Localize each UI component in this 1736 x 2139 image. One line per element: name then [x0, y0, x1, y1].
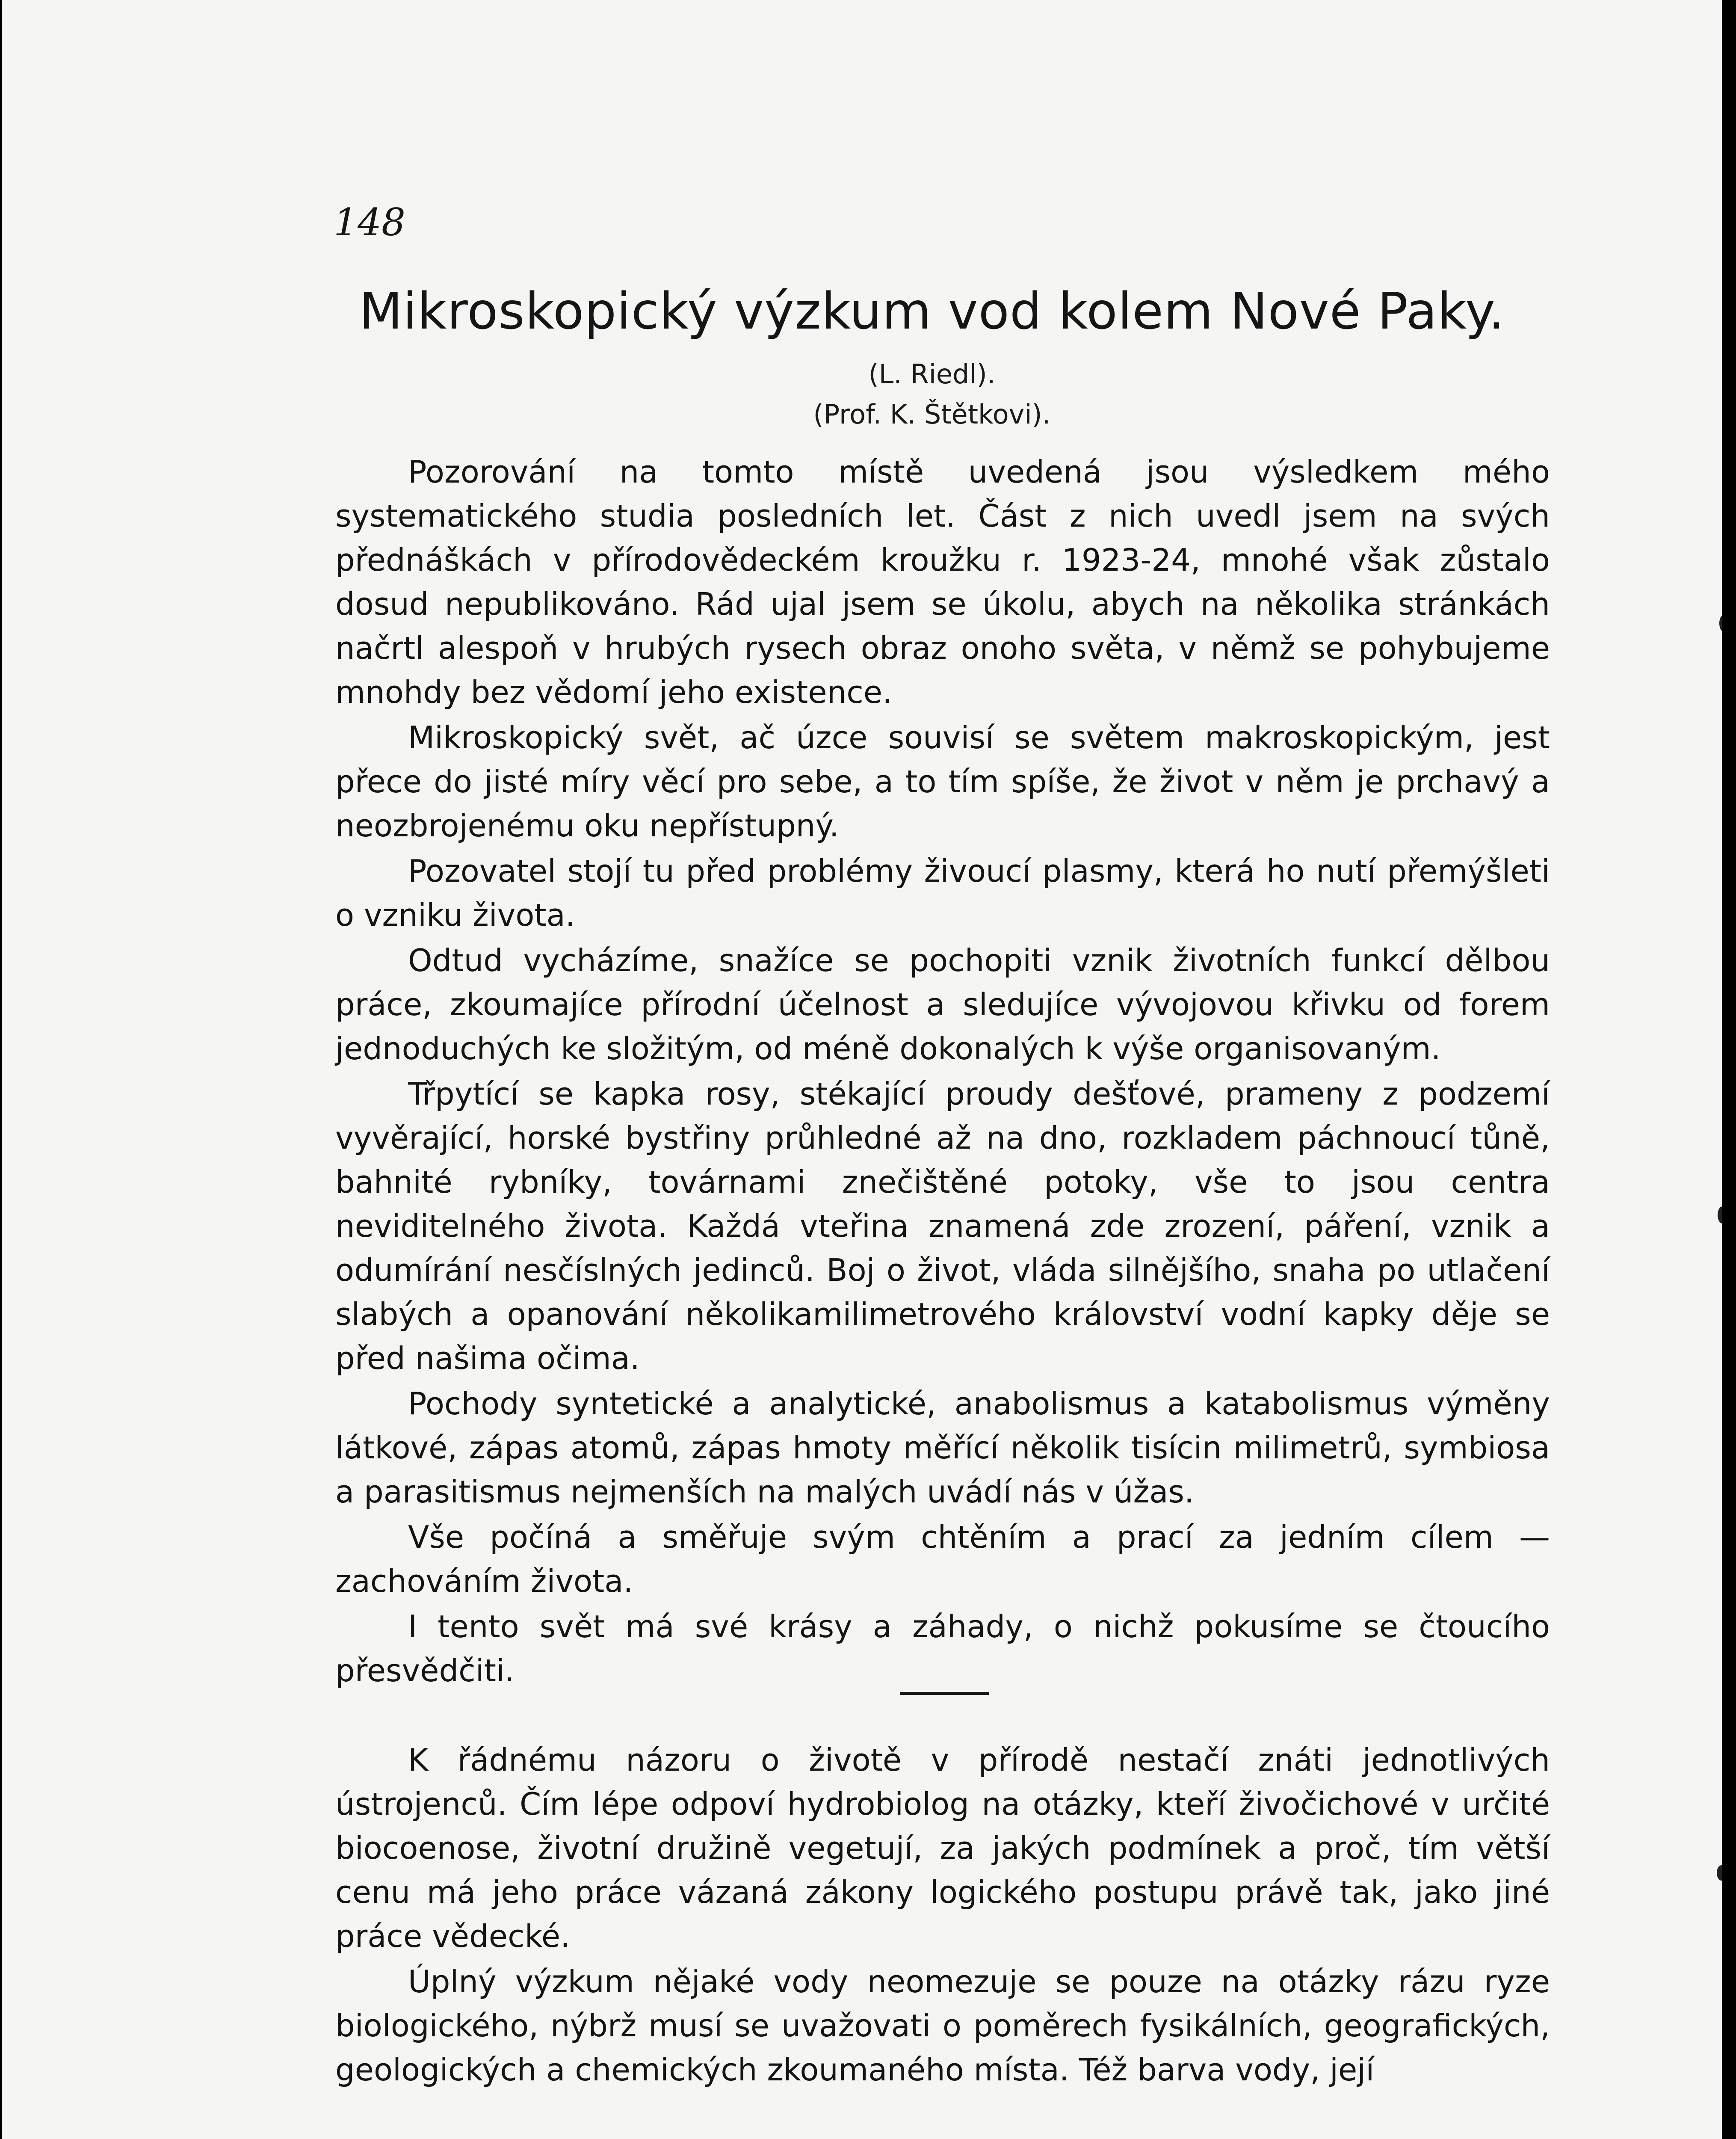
paragraph: Odtud vycházíme, snažíce se pochopiti vznik životních funkcí dělbou práce, zkoumajíce přírodní účelnost a sledujíce vývojovou křivku od forem jednoduchých ke složitým, od méně dokonalých k výše organisovaným. [335, 942, 1550, 1067]
paragraph: Pochody syntetické a analytické, anabolismus a katabolismus výměny látkové, zápas atomů, zápas hmoty měřící několik tisícin milimetrů, symbiosa a parasitismus nejmenších na malých uvádí nás v úžas. [335, 1386, 1550, 1510]
paragraph: Pozorování na tomto místě uvedená jsou výsledkem mého systematického studia posledních let. Část z nich uvedl jsem na svých přednáškách v přírodovědeckém kroužku r. 1923-24, mnohé však zůstalo dosud nepublikováno. Rád ujal jsem se úkolu, abych na několika stránkách načrtl alespoň v hrubých rysech obraz onoho světa, v němž se pohybujeme mnohdy bez vědomí jeho existence. [335, 454, 1550, 710]
paragraph: Mikroskopický svět, ač úzce souvisí se světem makroskopickým, jest přece do jisté míry věcí pro sebe, a to tím spíše, že život v něm je prchavý a neozbrojenému oku nepřístupný. [335, 720, 1550, 844]
paragraph: Pozovatel stojí tu před problémy živoucí plasmy, která ho nutí přemýšleti o vzniku života. [335, 853, 1550, 933]
scanned-page [2, 0, 1722, 2139]
scan-speck [1717, 1865, 1722, 1881]
page-number: 148 [334, 200, 405, 244]
scan-speck [1718, 1206, 1722, 1224]
article-body [335, 450, 1550, 1693]
dedication-line: (Prof. K. Štětkovi). [813, 399, 1051, 430]
author-line: (L. Riedl). [868, 358, 996, 390]
paragraph: Úplný výzkum nějaké vody neomezuje se pouze na otázky rázu ryze biologického, nýbrž musí se uvažovati o poměrech fysikálních, geografických, geologických a chemických zkoumaného místa. Též barva vody, její [335, 1964, 1550, 2088]
paragraph: Vše počíná a směřuje svým chtěním a prací za jedním cílem — zachováním života. [335, 1519, 1550, 1599]
scan-speck [1719, 615, 1722, 631]
section-separator [900, 1692, 989, 1695]
paragraph: Třpytící se kapka rosy, stékající proudy dešťové, prameny z podzemí vyvěrající, horské bystřiny průhledné až na dno, rozkladem páchnoucí tůně, bahnité rybníky, továrnami znečištěné potoky, vše to jsou centra neviditelného života. Každá vteřina znamená zde zrození, páření, vznik a odumírání nesčíslných jedinců. Boj o život, vláda silnějšího, snaha po utlačení slabých a opanování několikamilimetrového království vodní kapky děje se před našima očima. [335, 1076, 1550, 1376]
article-body-continued [335, 1738, 1550, 2092]
paragraph: K řádnému názoru o životě v přírodě nestačí znáti jednotlivých ústrojenců. Čím lépe odpoví hydrobiolog na otázky, kteří živočichové v určité biocoenose, životní družině vegetují, za jakých podmínek a proč, tím větší cenu má jeho práce vázaná zákony logického postupu právě tak, jako jiné práce vědecké. [335, 1742, 1550, 1954]
article-title: Mikroskopický výzkum vod kolem Nové Paky. [359, 281, 1505, 341]
paragraph: I tento svět má své krásy a záhady, o nichž pokusíme se čtoucího přesvědčiti. [335, 1609, 1550, 1689]
